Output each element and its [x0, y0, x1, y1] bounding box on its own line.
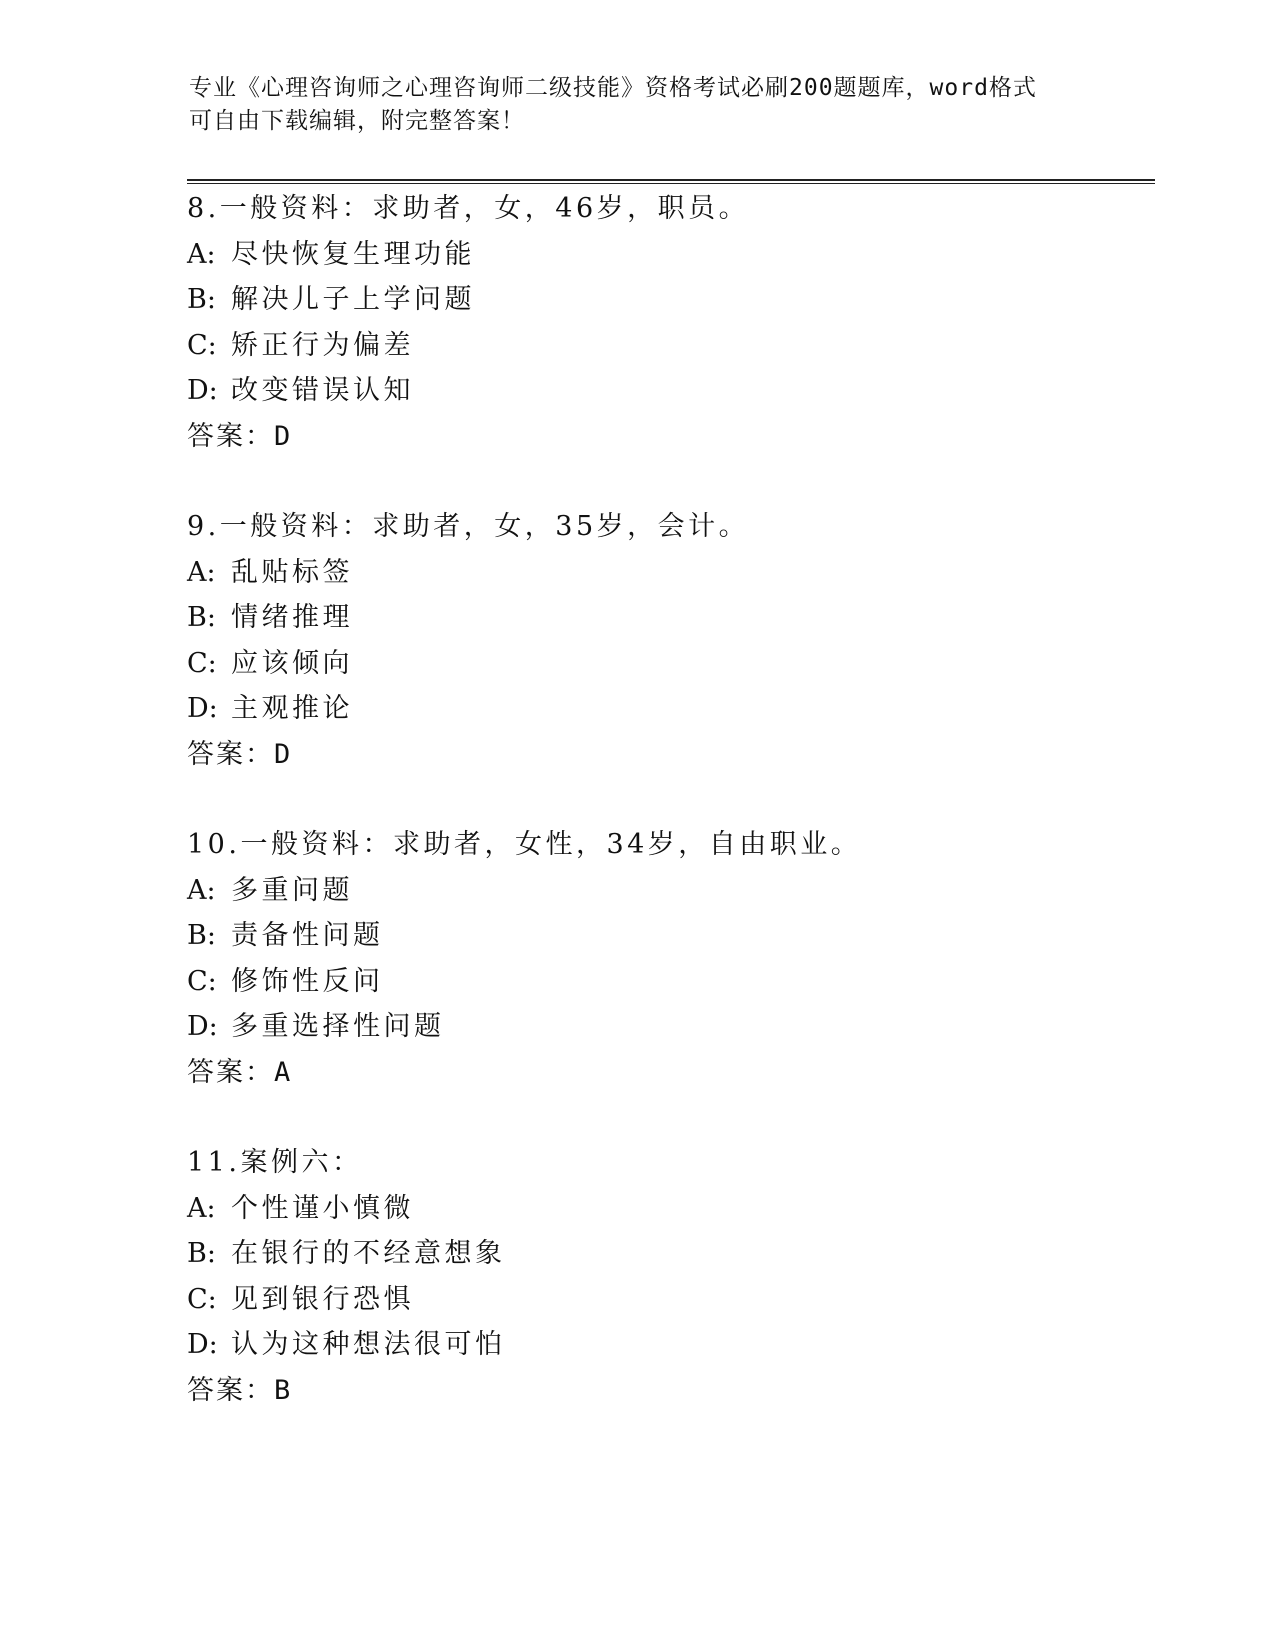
answer-line: 答案：D	[187, 738, 293, 770]
question-stem: 10.一般资料：求助者，女性，34岁，自由职业。	[187, 829, 862, 860]
option-c	[187, 323, 1167, 369]
option-letter: C:	[187, 965, 217, 997]
answer-line: 答案：D	[187, 420, 293, 452]
option-letter: B:	[187, 602, 216, 634]
option-text: 多重问题	[231, 874, 353, 906]
header-divider	[187, 179, 1155, 184]
header-line-2: 可自由下载编辑，附完整答案！	[189, 108, 525, 134]
option-d	[187, 1004, 1167, 1050]
option-c	[187, 641, 1167, 687]
document-header	[189, 72, 1089, 138]
option-d	[187, 368, 1167, 414]
option-letter: A:	[187, 1192, 216, 1224]
option-a	[187, 868, 1167, 914]
option-letter: D:	[187, 1329, 218, 1361]
option-text: 责备性问题	[231, 920, 384, 952]
answer-line: 答案：A	[187, 1056, 293, 1088]
option-d	[187, 1322, 1167, 1368]
question-8	[187, 186, 1167, 460]
question-11	[187, 1140, 1167, 1414]
option-text: 乱贴标签	[231, 556, 353, 588]
option-text: 改变错误认知	[231, 375, 414, 407]
question-stem: 11.案例六：	[187, 1147, 363, 1178]
question-stem: 8.一般资料：求助者，女，46岁，职员。	[187, 193, 750, 224]
option-letter: B:	[187, 284, 216, 316]
option-text: 情绪推理	[231, 602, 353, 634]
option-a	[187, 232, 1167, 278]
option-text: 认为这种想法很可怕	[231, 1329, 506, 1361]
option-letter: B:	[187, 920, 216, 952]
option-text: 应该倾向	[231, 647, 353, 679]
option-text: 个性谨小慎微	[231, 1192, 414, 1224]
option-text: 在银行的不经意想象	[231, 1238, 506, 1270]
option-d	[187, 686, 1167, 732]
option-b	[187, 1231, 1167, 1277]
option-text: 见到银行恐惧	[231, 1283, 414, 1315]
option-letter: A:	[187, 874, 216, 906]
option-letter: A:	[187, 556, 216, 588]
option-a	[187, 550, 1167, 596]
option-text: 多重选择性问题	[231, 1011, 445, 1043]
option-text: 主观推论	[231, 693, 353, 725]
option-letter: D:	[187, 375, 218, 407]
question-10	[187, 822, 1167, 1096]
option-c	[187, 959, 1167, 1005]
header-line-1: 专业《心理咨询师之心理咨询师二级技能》资格考试必刷200题题库，word格式	[189, 75, 1037, 101]
option-a	[187, 1186, 1167, 1232]
option-letter: C:	[187, 1283, 217, 1315]
option-text: 尽快恢复生理功能	[231, 238, 475, 270]
answer-line: 答案：B	[187, 1374, 293, 1406]
option-letter: B:	[187, 1238, 216, 1270]
question-stem: 9.一般资料：求助者，女，35岁，会计。	[187, 511, 750, 542]
option-letter: C:	[187, 329, 217, 361]
question-9	[187, 504, 1167, 778]
option-text: 解决儿子上学问题	[231, 284, 475, 316]
option-letter: D:	[187, 1011, 218, 1043]
option-text: 矫正行为偏差	[231, 329, 414, 361]
option-b	[187, 595, 1167, 641]
option-b	[187, 277, 1167, 323]
option-c	[187, 1277, 1167, 1323]
option-letter: D:	[187, 693, 218, 725]
option-b	[187, 913, 1167, 959]
option-letter: A:	[187, 238, 216, 270]
option-text: 修饰性反问	[231, 965, 384, 997]
option-letter: C:	[187, 647, 217, 679]
